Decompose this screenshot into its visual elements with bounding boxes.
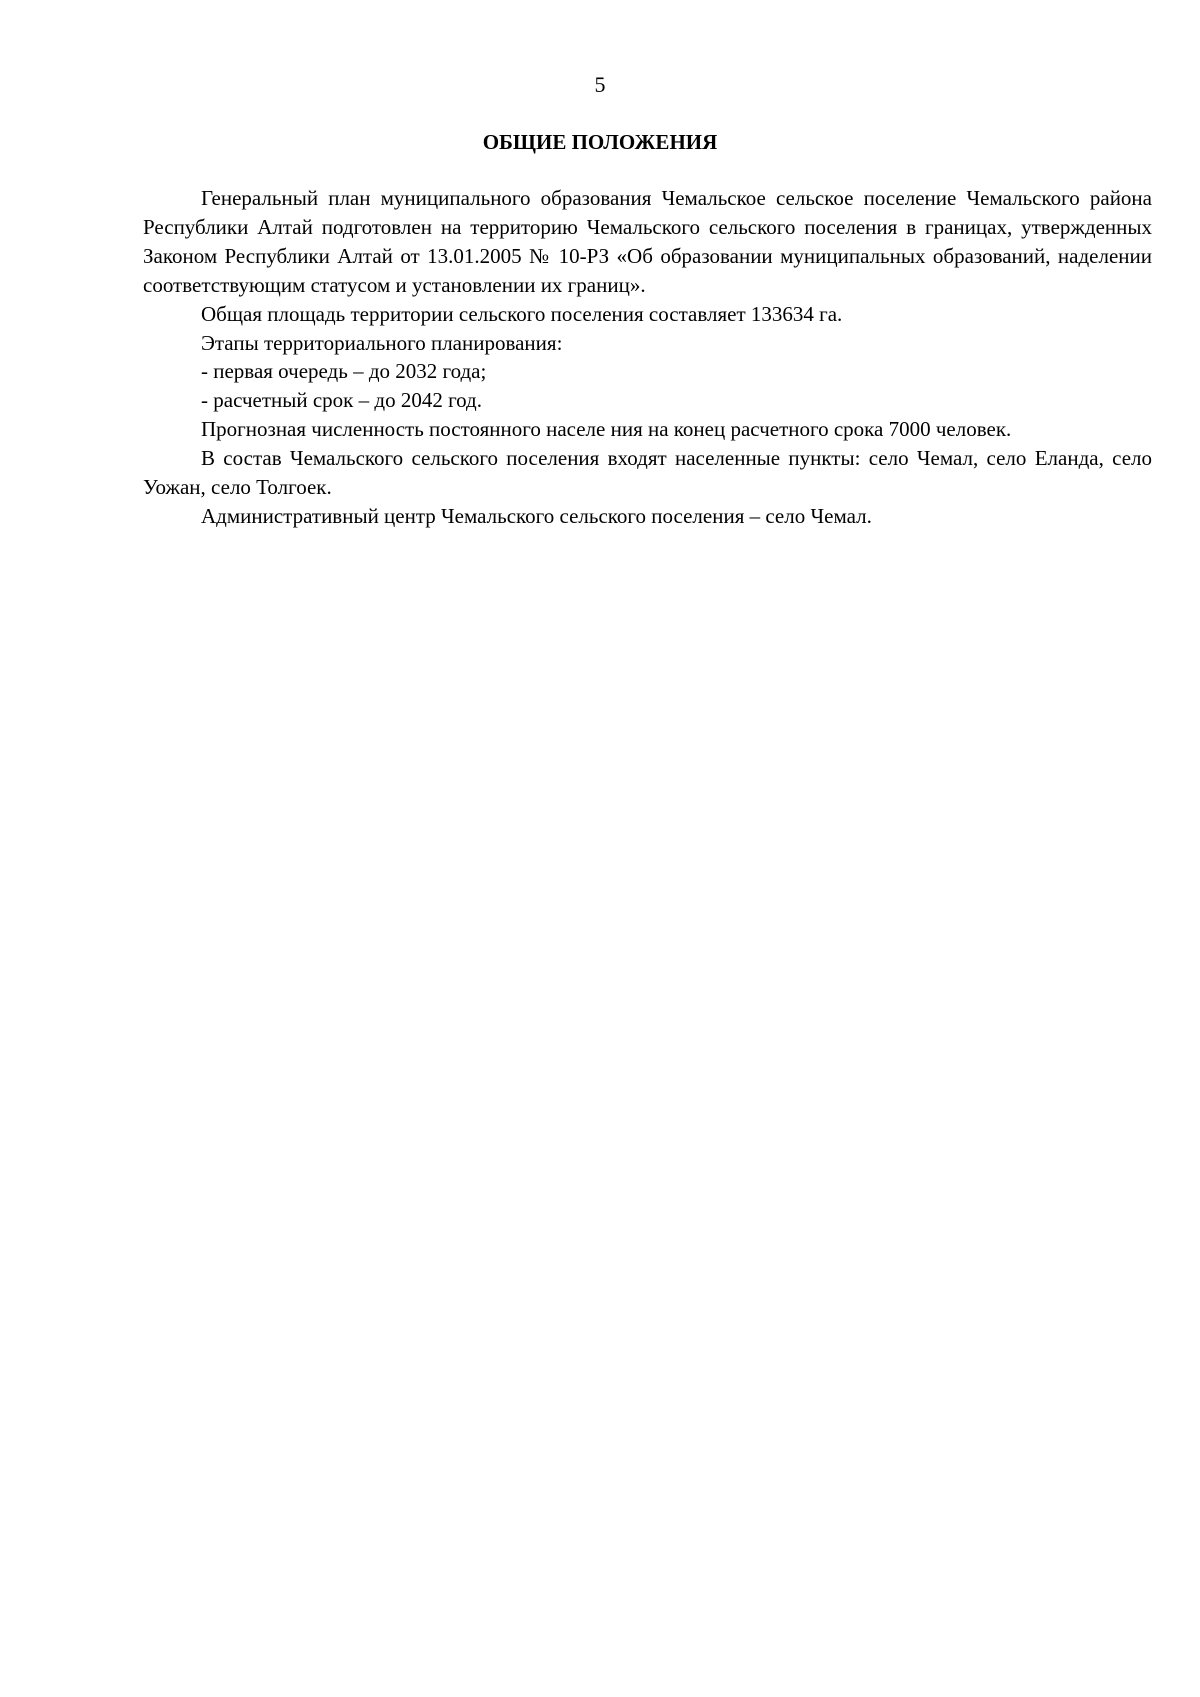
page-number: 5 [594,72,606,97]
list-item-first-stage: - первая очередь – до 2032 года; [201,359,487,384]
paragraph-settlements: В состав Чемальского сельского поселения входят населенные пункты: село Чемал, село Еланда, село Уожан, село Толгоек. [143,446,1152,500]
paragraph-planning-stages: Этапы территориального планирования: [201,330,563,355]
paragraph-administrative-center: Административный центр Чемальского сельского поселения – село Чемал. [201,503,872,528]
paragraph-total-area: Общая площадь территории сельского поселения составляет 133634 га. [201,301,843,326]
list-item-calculated-term: - расчетный срок – до 2042 год. [201,388,482,413]
section-title: ОБЩИЕ ПОЛОЖЕНИЯ [482,130,718,154]
body-text [143,184,1152,531]
paragraph-population-forecast: Прогнозная численность постоянного населе ния на конец расчетного срока 7000 человек. [201,417,1012,442]
paragraph-general-plan: Генеральный план муниципального образования Чемальское сельское поселение Чемальского района Республики Алтай подготовлен на территорию Чемальского сельского поселения в границах, утвержденных Законом Республики Алтай от 13.01.2005 № 10-РЗ «Об образовании муниципальных образований, наделении соответствующим статусом и установлении их границ». [143,186,1152,297]
